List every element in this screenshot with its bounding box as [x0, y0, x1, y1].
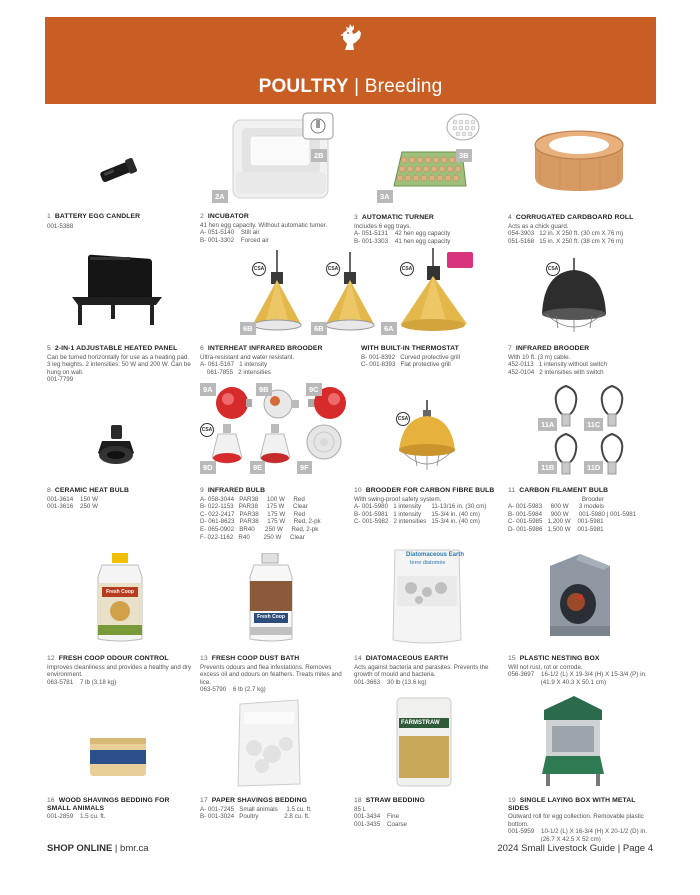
csa-logo-9a: CSA — [200, 423, 214, 437]
item-15-line-1: 056-3697 16-1/2 (L) X 19-3/4 (H) X 15-3/4 (P) in. — [508, 671, 647, 679]
item-2-line-1: A- 051-5140 Still air — [200, 229, 260, 237]
page-title — [45, 76, 656, 98]
item-16-number: 16 — [47, 797, 55, 804]
item-11-line-5: D- 001-5986 1,500 W 001-5981 — [508, 525, 604, 533]
item-1 — [47, 213, 187, 230]
item-8-title: CERAMIC HEAT BULB — [54, 487, 129, 494]
item-10-desc: With swing-proof safety system. — [354, 495, 442, 503]
item-13-title: FRESH COOP DUST BATH — [211, 655, 300, 662]
item-9-title: INFRARED BULB — [207, 487, 266, 494]
item-15-desc: Will not rust, rot or corrode. — [508, 663, 583, 671]
item-18-desc: 85 L — [354, 805, 367, 813]
item-6-title: INTERHEAT INFRARED BROODER — [207, 345, 323, 352]
item-3-title: AUTOMATIC TURNER — [361, 214, 434, 221]
item-4-desc: Acts as a chick guard. — [508, 222, 569, 230]
egg-candler-image — [92, 155, 142, 187]
item-18-title: STRAW BEDDING — [365, 797, 425, 804]
farm-straw-label: FARMSTRAW — [401, 720, 440, 726]
item-5-number: 5 — [47, 345, 51, 352]
item-18-line-1: 001-3434 Fine — [354, 813, 400, 821]
badge-11d: 11D — [584, 461, 603, 474]
item-12-line-1: 063-5781 7 lb (3.18 kg) — [47, 678, 117, 686]
diatom-fr-label: terre diatomée — [410, 560, 446, 566]
item-12-desc: Improves cleanliness and provides a healthy and dry environment. — [47, 663, 192, 679]
item-13 — [200, 655, 345, 694]
item-10 — [354, 487, 504, 526]
badge-11c: 11C — [584, 418, 603, 431]
item-9-line-1: A- 058-3044 PAR38 100 W Red — [200, 495, 305, 503]
item-15-number: 15 — [508, 655, 516, 662]
footer-page-number: Page 4 — [622, 843, 653, 854]
badge-9a: 9A — [200, 383, 216, 396]
csa-logo-6b: CSA — [326, 262, 340, 276]
header-banner — [45, 17, 656, 104]
paper-shavings-image — [236, 698, 302, 788]
item-9-line-6: F- 022-1162 R40 250 W Clear — [200, 533, 305, 541]
badge-6b-1: 6B — [240, 322, 256, 335]
item-8-line-2: 001-3616 250 W — [47, 503, 98, 511]
item-11-line-4: C- 001-5985 1,200 W 001-5981 — [508, 518, 604, 526]
item-18-line-2: 001-3435 Coarse — [354, 820, 407, 828]
item-3-desc: Includes 6 egg trays. — [354, 222, 412, 230]
fresh-coop-label-13: Fresh Coop — [257, 614, 285, 620]
item-8-number: 8 — [47, 487, 51, 494]
item-13-line-1: 063-5790 6 lb (2.7 kg) — [200, 686, 266, 694]
item-2-line-2: B- 001-3302 Forced air — [200, 236, 269, 244]
turner-detail-image — [446, 112, 480, 142]
item-7-line-2: 452-0104 2 intensities with switch — [508, 368, 604, 376]
infrared-bulb-d-image — [210, 422, 244, 466]
item-9-line-4: D- 061-8623 PAR38 175 W Red, 2-pk — [200, 518, 321, 526]
item-11-line-1: Brooder — [508, 495, 604, 503]
item-9-number: 9 — [200, 487, 204, 494]
item-5 — [47, 345, 192, 384]
item-9-line-3: C- 022-2417 PAR38 175 W Red — [200, 510, 306, 518]
item-7-line-1: 452-0113 1 intensity without switch — [508, 361, 607, 369]
item-17-line-2: B- 001-3024 Poultry 2.8 cu. ft. — [200, 813, 310, 821]
item-4-number: 4 — [508, 214, 512, 221]
item-5-title: 2-IN-1 ADJUSTABLE HEATED PANEL — [54, 345, 178, 352]
item-15 — [508, 655, 658, 686]
item-14-line-1: 001-3663 30 lb (13.6 kg) — [354, 678, 427, 686]
item-3-line-1: A- 051-5131 42 hen egg capacity — [354, 230, 451, 238]
item-18 — [354, 797, 499, 828]
item-16-title: WOOD SHAVINGS BEDDING FOR SMALL ANIMALS — [47, 797, 170, 812]
item-6-line-2: 061-7855 2 intensities — [200, 368, 271, 376]
item-11-number: 11 — [508, 487, 516, 494]
item-18-number: 18 — [354, 797, 362, 804]
item-6-thermostat — [361, 345, 506, 369]
item-4-title: CORRUGATED CARDBOARD ROLL — [515, 214, 634, 221]
item-10-line-1: A- 001-5980 1 intensity 11-13/16 in. (30 cm) — [354, 503, 487, 511]
diatom-brand-label: Diatomaceous Earth — [406, 552, 465, 558]
item-12-number: 12 — [47, 655, 55, 662]
item-10-line-2: B- 001-5981 1 intensity 15-3/4 in. (40 cm) — [354, 510, 480, 518]
csa-logo-10: CSA — [396, 412, 410, 426]
csa-logo-6a: CSA — [252, 262, 266, 276]
item-19-title: SINGLE LAYING BOX WITH METAL SIDES — [508, 797, 636, 812]
item-17-line-1: A- 001-7245 Small animals 1.5 cu. ft. — [200, 805, 312, 813]
fresh-coop-odour-control-image — [94, 553, 146, 643]
item-12-title: FRESH COOP ODOUR CONTROL — [58, 655, 169, 662]
item-3-line-2: B- 001-3303 41 hen egg capacity — [354, 237, 451, 245]
page-title-thin: Breeding — [364, 76, 443, 97]
item-14 — [354, 655, 499, 686]
item-1-line-1: 001-5388 — [47, 222, 74, 230]
item-5-desc: Can be turned horizontally for use as a heating pad. 3 leg heights. 2 intensities: 50 W and 200 W. Can be hung on wall. — [47, 353, 191, 376]
csa-logo-7: CSA — [546, 262, 560, 276]
footer-guide-name: 2024 Small Livestock Guide — [497, 843, 616, 854]
footer-site-link[interactable]: bmr.ca — [120, 843, 149, 854]
badge-9e: 9E — [250, 461, 265, 474]
item-19 — [508, 797, 658, 844]
item-6-thermostat-line-1: B- 001-8392 Curved protective grill — [361, 353, 461, 361]
badge-3a: 3A — [377, 190, 393, 203]
item-16-line-1: 001-2859 1.5 cu. ft. — [47, 813, 106, 821]
item-15-line-2: (41.9 X 40.3 X 50.1 cm) — [508, 678, 607, 686]
incubator-detail-image — [302, 112, 334, 140]
footer-separator-1: | — [114, 843, 118, 854]
item-19-desc: Outward roll for egg collection. Removable plastic bottom. — [508, 813, 644, 828]
item-13-desc: Prevents odours and flea infestations. Removes excess oil and odours on feathers. Treats mites and lice. — [200, 663, 342, 686]
footer-shop-online[interactable]: SHOP ONLINE — [47, 843, 113, 854]
item-2 — [200, 213, 345, 244]
infrared-brooder-image — [532, 258, 616, 336]
item-4-line-2: 051-5168 15 in. X 250 ft. (38 cm X 76 m) — [508, 237, 624, 245]
item-17-number: 17 — [200, 797, 208, 804]
item-17-title: PAPER SHAVINGS BEDDING — [211, 797, 307, 804]
badge-9c: 9C — [306, 383, 322, 396]
item-7 — [508, 345, 658, 376]
badge-9f: 9F — [297, 461, 312, 474]
item-9-line-2: B- 022-1153 PAR38 175 W Clear — [200, 503, 308, 511]
item-10-title: BROODER FOR CARBON FIBRE BULB — [365, 487, 495, 494]
ceramic-heat-bulb-image — [92, 423, 140, 471]
item-14-desc: Acts against bacteria and parasites. Prevents the growth of mould and bacteria. — [354, 663, 489, 679]
page-title-bold: POULTRY — [258, 76, 349, 97]
item-11-title: CARBON FILAMENT BULB — [519, 487, 609, 494]
badge-11a: 11A — [538, 418, 557, 431]
item-7-desc: With 10 ft. (3 m) cable. — [508, 353, 571, 361]
infrared-bulb-a-image — [210, 383, 254, 421]
footer-right — [497, 843, 653, 854]
item-9 — [200, 487, 350, 541]
item-11-line-2: A- 001-5983 600 W 3 models — [508, 503, 604, 511]
item-7-number: 7 — [508, 345, 512, 352]
item-3-number: 3 — [354, 214, 358, 221]
item-6-desc: Ultra-resistant and water resistant. — [200, 353, 295, 361]
heated-panel-image — [66, 245, 166, 335]
badge-6b-2: 6B — [311, 322, 327, 335]
item-19-line-1: 001-5959 10-1/2 (L) X 16-3/4 (H) X 20-1/2 (D) in. — [508, 828, 647, 836]
item-1-title: BATTERY EGG CANDLER — [54, 213, 141, 220]
item-10-number: 10 — [354, 487, 362, 494]
item-11-line-3: B- 001-5984 900 W 001-5980 | 001-5981 — [508, 510, 637, 518]
item-10-line-3: C- 001-5982 2 intensities 15-3/4 in. (40 cm) — [354, 518, 480, 526]
plastic-nesting-box-image — [540, 552, 616, 642]
badge-6a: 6A — [381, 322, 397, 335]
item-8 — [47, 487, 187, 511]
item-6-thermostat-title: WITH BUILT-IN THERMOSTAT — [361, 345, 459, 352]
badge-9b: 9B — [256, 383, 272, 396]
cardboard-roll-image — [530, 125, 628, 197]
infrared-bulb-e-image — [258, 422, 292, 466]
straw-bedding-image — [393, 696, 455, 788]
fresh-coop-label-12: Fresh Coop — [106, 589, 134, 595]
item-11 — [508, 487, 658, 534]
item-7-title: INFRARED BROODER — [515, 345, 590, 352]
item-6 — [200, 345, 350, 376]
badge-11b: 11B — [538, 461, 557, 474]
item-3 — [354, 214, 499, 245]
badge-3b: 3B — [456, 149, 472, 162]
csa-logo-6c: CSA — [400, 262, 414, 276]
item-2-title: INCUBATOR — [207, 213, 249, 220]
item-5-line-1: 001-7799 — [47, 376, 74, 384]
rooster-icon — [336, 22, 364, 52]
badge-2a: 2A — [212, 190, 228, 203]
item-9-line-5: E- 065-0902 BR40 250 W Red, 2-pk — [200, 525, 319, 533]
badge-2b: 2B — [311, 149, 327, 162]
item-1-number: 1 — [47, 213, 51, 220]
item-14-number: 14 — [354, 655, 362, 662]
item-2-number: 2 — [200, 213, 204, 220]
item-16 — [47, 797, 187, 821]
item-6-thermostat-line-2: C- 001-8393 Flat protective grill — [361, 361, 451, 369]
item-2-desc: 41 hen egg capacity. Without automatic turner. — [200, 221, 328, 229]
footer-left — [47, 843, 149, 854]
wood-shavings-image — [88, 732, 148, 780]
page-title-separator: | — [354, 76, 360, 97]
laying-box-image — [536, 692, 608, 788]
item-19-line-2: (26.7 X 42.5 X 52 cm) — [508, 835, 601, 843]
item-12 — [47, 655, 192, 686]
infrared-bulb-f-image — [304, 422, 344, 462]
item-19-number: 19 — [508, 797, 516, 804]
item-17 — [200, 797, 350, 821]
item-4-line-1: 054-3903 12 in. X 250 ft. (30 cm X 76 m) — [508, 230, 624, 238]
item-13-number: 13 — [200, 655, 208, 662]
item-14-title: DIATOMACEOUS EARTH — [365, 655, 449, 662]
item-15-title: PLASTIC NESTING BOX — [519, 655, 600, 662]
item-6-number: 6 — [200, 345, 204, 352]
item-6-line-1: A- 061-5167 1 intensity — [200, 361, 268, 369]
item-8-line-1: 001-3614 150 W — [47, 495, 98, 503]
fresh-coop-dust-bath-image — [246, 553, 296, 643]
badge-9d: 9D — [200, 461, 216, 474]
item-4 — [508, 214, 658, 245]
footer-separator-2: | — [617, 843, 621, 854]
